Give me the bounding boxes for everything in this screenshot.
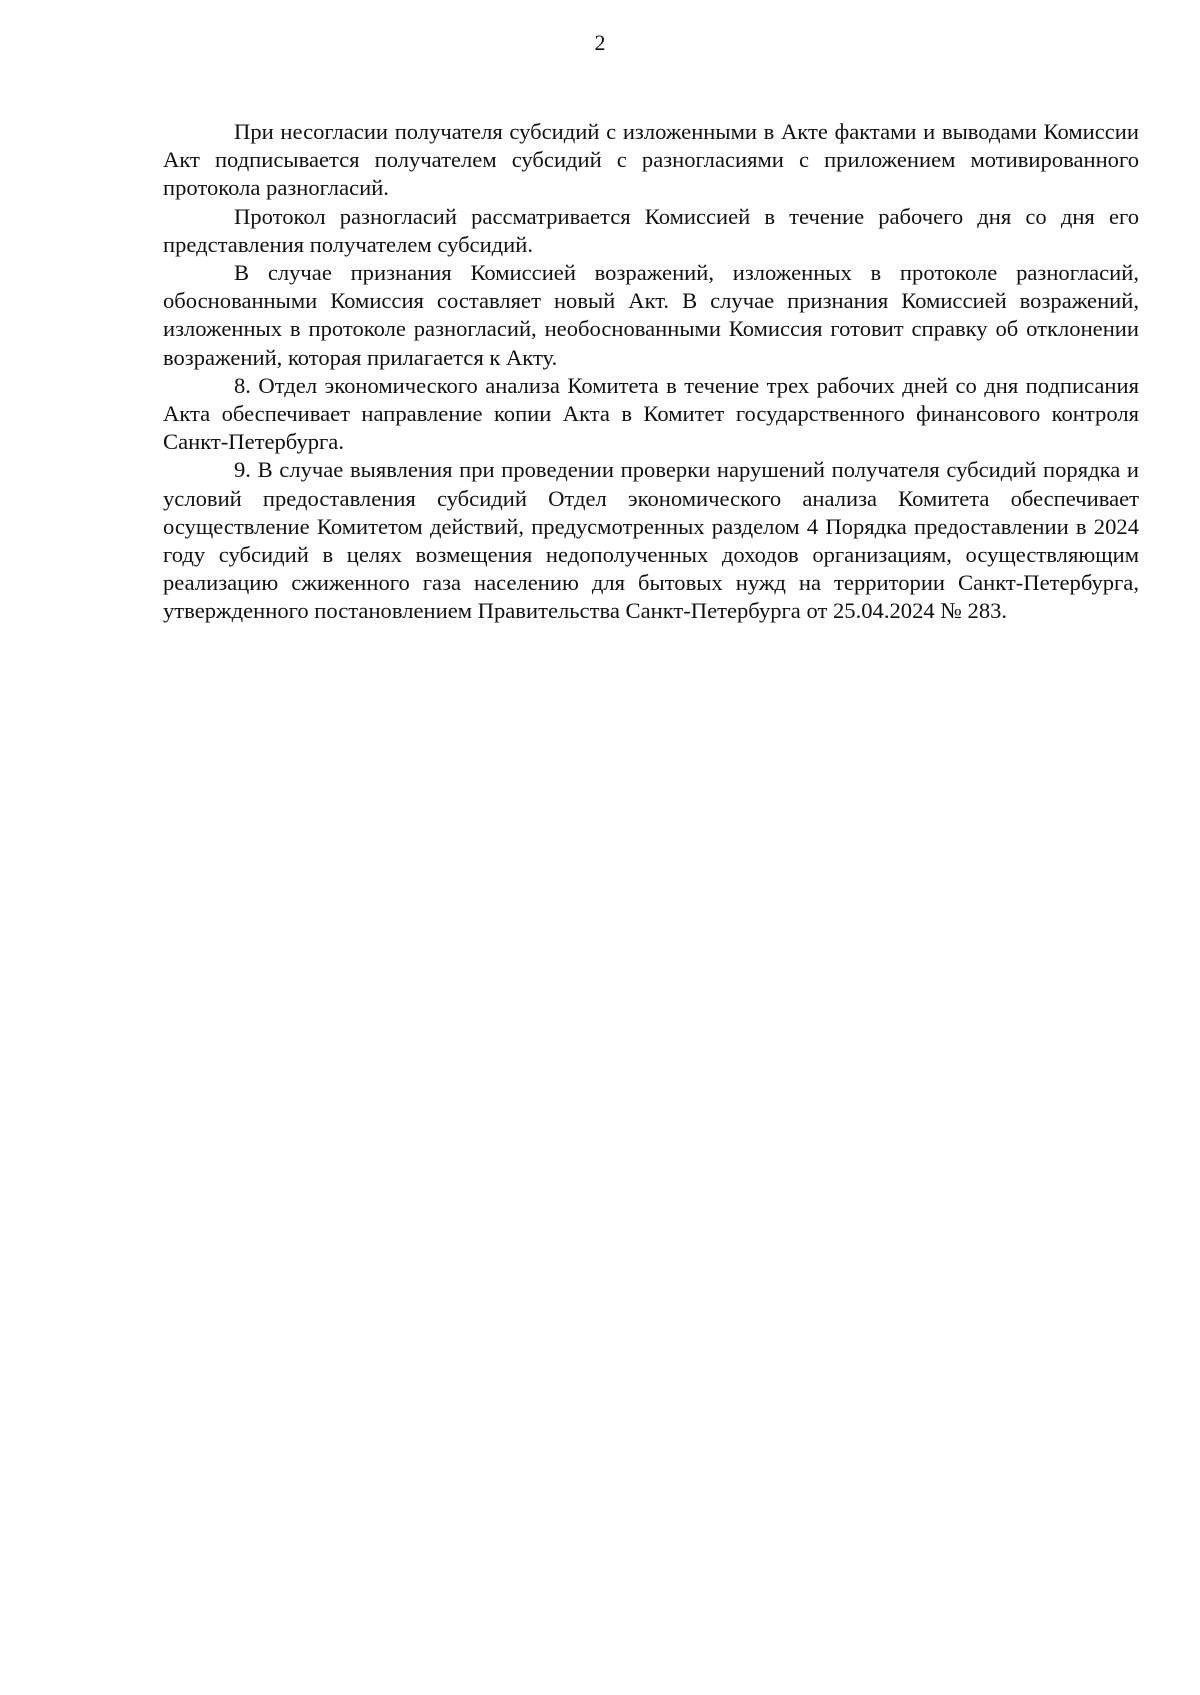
page-number: 2 xyxy=(594,30,606,55)
paragraph-item-8: 8. Отдел экономического анализа Комитета в течение трех рабочих дней со дня подписания Акта обеспечивает направление копии Акта в Комитет государственного финансового контроля Санкт-Петербурга. xyxy=(163,372,1139,455)
paragraph-item-9: 9. В случае выявления при проведении проверки нарушений получателя субсидий порядка и условий предоставления субсидий Отдел экономического анализа Комитета обеспечивает осуществление Комитетом действий, предусмотренных разделом 4 Порядка предоставлении в 2024 году субсидий в целях возмещения недополученных доходов организациям, осуществляющим реализацию сжиженного газа населению для бытовых нужд на территории Санкт-Петербурга, утвержденного постановлением Правительства Санкт-Петербурга от 25.04.2024 № 283. xyxy=(163,457,1139,624)
document-body xyxy=(163,118,1139,626)
paragraph-objections: В случае признания Комиссией возражений, изложенных в протоколе разногласий, обоснованными Комиссия составляет новый Акт. В случае признания Комиссией возражений, изложенных в протоколе разногласий, необоснованными Комиссия готовит справку об отклонении возражений, которая прилагается к Акту. xyxy=(163,260,1139,370)
paragraph-protocol-review: Протокол разногласий рассматривается Комиссией в течение рабочего дня со дня его представления получателем субсидий. xyxy=(163,203,1139,257)
paragraph-disagreement: При несогласии получателя субсидий с изложенными в Акте фактами и выводами Комиссии Акт подписывается получателем субсидий с разногласиями с приложением мотивированного протокола разногласий. xyxy=(163,119,1139,201)
